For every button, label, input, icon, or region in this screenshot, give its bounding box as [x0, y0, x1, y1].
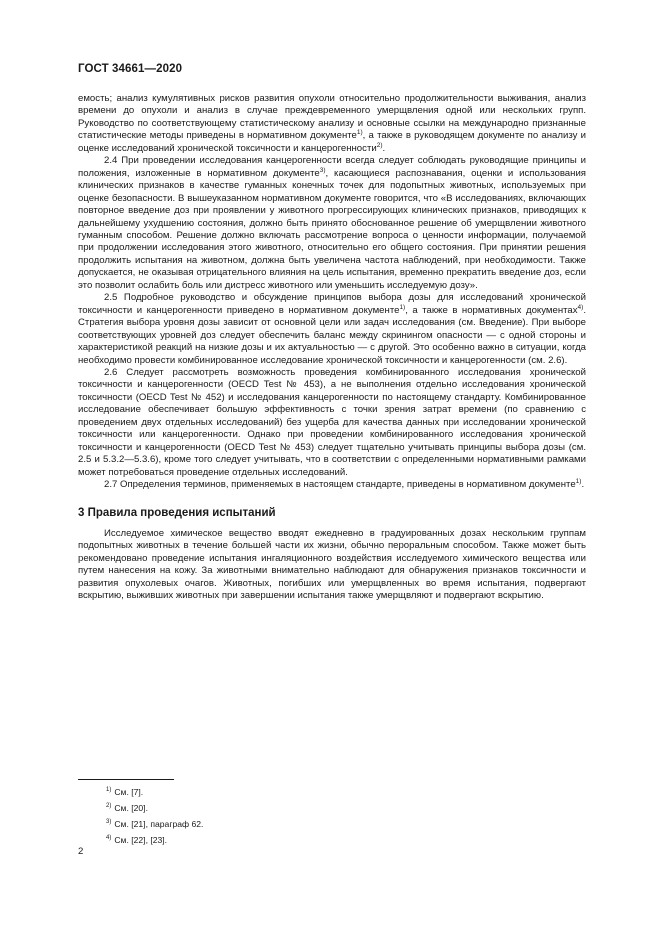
footnote-item	[106, 800, 203, 816]
text-run: 2.4 При проведении исследования канцерогенности всегда следует соблюдать руководящие принципы и положения, изложенные в нормативном документе	[78, 155, 586, 179]
footnote-mark: 3)	[106, 819, 112, 826]
footnote-mark: 1)	[106, 787, 112, 794]
paragraph-2-4	[78, 155, 586, 292]
footnote-ref: 1)	[356, 129, 363, 137]
footnote-ref: 2)	[376, 141, 383, 149]
text-run: , а также в нормативных документах	[405, 304, 578, 316]
paragraph-2-5	[78, 292, 586, 367]
page-number: 2	[78, 846, 84, 857]
text-run: .	[581, 479, 585, 491]
text-run: .	[382, 142, 386, 154]
text-run: Исследуемое химическое вещество вводят ежедневно в градуированных дозах нескольким группам подопытных животных в течение большей части их жизни, обычно пероральным способом. Также может быть рекомендовано проведение испытания ингаляционного воздействия исследуемого химического вещества или путем нанесения на кожу. За животными внимательно наблюдают для обнаружения признаков токсичности и развития опухолевых очагов. Животных, погибших или умерщвленных во время испытания, подвергают вскрытию, выживших животных при завершении испытания также умерщвляют и подвергают вскрытию.	[78, 527, 586, 602]
footnote-text: См. [22], [23].	[114, 835, 168, 845]
paragraph-continuation	[78, 93, 586, 155]
footnote-ref: 4)	[577, 303, 584, 311]
document-code-header: ГОСТ 34661—2020	[78, 63, 183, 75]
paragraph-2-7	[78, 479, 586, 491]
text-run: , касающиеся распознавания, оценки и использования клинических признаков в качестве гуманных конечных точек для подопытных животных, используемых при оценке безопасности. В вышеуказанном нормативном документе говорится, что «В исследованиях, включающих повторное введение доз при проявлении у животного прогрессирующих клинических признаков, приводящих к дальнейшему ухудшению состояния, должно быть принято обоснованное решение об умерщвлении животного гуманным способом. Решение должно включать рассмотрение вопроса о ценности информации, получаемой при продолжении исследования этого животного, относительно его общего состояния. При принятии решения продолжить испытания на животном, должна быть увеличена частота наблюдений, при необходимости. Также допускается, не оказывая отрицательного влияния на цель испытания, временно прекратить введение доз, если это позволит ослабить боль или дистресс животного или уменьшить исследуемую дозу».	[78, 167, 586, 291]
text-run: 2.5 Подробное руководство и обсуждение принципов выбора дозы для исследований хронической токсичности и канцерогенности приведено в нормативном документе	[78, 292, 586, 316]
footnote-divider	[78, 779, 174, 780]
footnote-item	[106, 832, 203, 848]
text-run: 2.7 Определения терминов, применяемых в настоящем стандарте, приведены в нормативном документе	[104, 479, 576, 491]
footnotes	[106, 784, 203, 848]
footnote-mark: 4)	[106, 835, 112, 842]
text-run: . Стратегия выбора уровня дозы зависит от основной цели или задач исследования (см. Введение). При выборе соответствующих уровней доз следует обеспечить баланс между скринингом опасности — с одной стороны и характеристикой реакций на низкие дозы и их актуальностью — с другой. Это особенно важно в ситуации, когда необходимо провести комбинированное исследование хронической токсичности и канцерогенности (см. 2.6).	[78, 304, 586, 366]
section-3-heading: 3 Правила проведения испытаний	[78, 506, 276, 519]
footnote-text: См. [21], параграф 62.	[114, 819, 204, 829]
footnote-text: См. [20].	[114, 803, 148, 813]
paragraph-section-3	[78, 528, 586, 603]
paragraph-2-6	[78, 367, 586, 479]
footnote-text: См. [7].	[114, 787, 144, 797]
footnote-ref: 1)	[575, 477, 582, 485]
footnote-mark: 2)	[106, 803, 112, 810]
text-run: 2.6 Следует рассмотреть возможность проведения комбинированного исследования хронической токсичности и канцерогенности (OECD Test № 453), а не выполнения отдельно исследования хронической токсичности (OECD Test № 452) и исследования канцерогенности по настоящему стандарту. Комбинированное исследование обеспечивает большую эффективность с точки зрения затрат времени (по сравнению с проведением двух отдельных исследований) без ущерба для качества данных при исследовании хронической токсичности или канцерогенности. Однако при проведении комбинированного исследования хронической токсичности и канцерогенности (OECD Test № 453) следует тщательно учитывать принципы выбора дозы (см. 2.5 и 5.3.2—5.3.6), кроме того следует учитывать, что в соответствии с определенными нормативными рамками может потребоваться проведение отдельных исследований.	[78, 366, 586, 478]
footnote-item	[106, 784, 203, 800]
footnote-ref: 1)	[399, 303, 406, 311]
text-run: емость; анализ кумулятивных рисков развития опухоли относительно продолжительности выживания, анализ времени до опухоли и анализ в случае преждевременного умерщвления одной или нескольких групп. Руководство по соответствующему статистическому анализу и основные ссылки на международно признанные статистические методы приведены в нормативном документе	[78, 93, 586, 142]
document-body	[78, 93, 586, 603]
footnote-item	[106, 816, 203, 832]
text-run: , а также в руководящем документе по анализу и оценке исследований хронической токсичности и канцерогенности	[78, 130, 587, 154]
footnote-ref: 3)	[319, 166, 326, 174]
